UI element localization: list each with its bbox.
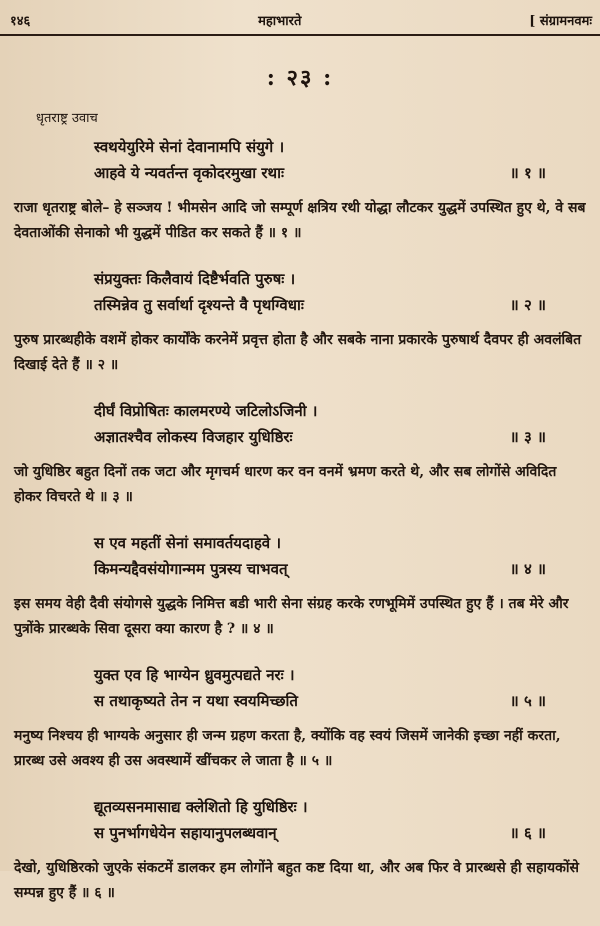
verse-number: ॥ ३ ॥ [509,428,546,446]
verse [94,794,586,846]
verse [94,530,586,582]
verse-line: संप्रयुक्तः किलैवायं दिष्टैर्भवति पुरुषः । [94,270,296,288]
verse-line: स तथाकृष्यते तेन न यथा स्वयमिच्छति [94,692,298,710]
verse-block [14,530,586,642]
verse-number: ॥ ५ ॥ [509,692,546,710]
verse-line: स एव महतीं सेनां समावर्तयदाहवे । [94,534,282,552]
verse-line: स पुनर्भागधेयेन सहायानुपलब्धवान् [94,824,277,842]
verse-line: तस्मिन्नेव तु सर्वार्था दृश्यन्ते वै पृथग्विधाः [94,296,304,314]
translation: इस समय वेही दैवी संयोगसे युद्धके निमित्त बडी भारी सेना संग्रह करके रणभूमिमें उपस्थित हुए हैं । तब मेरे और पुत्रोंके प्रारब्धके सिवा दूसरा क्या कारण है ? ॥ ४ ॥ [14,596,569,637]
translation: मनुष्य निश्चय ही भाग्यके अनुसार ही जन्म ग्रहण करता है, क्योंकि वह स्वयं जिसमें जानेकी इच्छा नहीं करता, प्रारब्ध उसे अवश्य ही उस अवस्थामें खींचकर ले जाता है ॥ ५ ॥ [14,728,561,769]
content [14,108,586,926]
verse [94,266,586,318]
verse-line: अज्ञातश्चैव लोकस्य विजहार युधिष्ठिरः [94,428,293,446]
verse-line: दीर्घं विप्रोषितः कालमरण्ये जटिलोऽजिनी । [94,402,318,420]
verse-block [14,662,586,774]
book-title: महाभारते [258,14,302,29]
translation: जो युधिष्ठिर बहुत दिनों तक जटा और मृगचर्म धारण कर वन वनमें भ्रमण करते थे, और सब लोगोंसे अविदित होकर विचरते थे ॥ ३ ॥ [14,464,557,505]
translation: पुरुष प्रारब्धहीके वशमें होकर कार्योंके करनेमें प्रवृत्त होता है और सबके नाना प्रकारके पुरुषार्थ दैवपर ही अवलंबित दिखाई देते हैं ॥ २ ॥ [14,332,582,373]
verse-line: किमन्यद्दैवसंयोगान्मम पुत्रस्य चाभवत् [94,560,288,578]
section-title: [ संग्रामनवमः [529,14,592,29]
verse [94,662,586,714]
verse-block [14,266,586,378]
verse-line: आहवे ये न्यवर्तन्त वृकोदरमुखा रथाः [94,164,285,182]
verse-line: युक्त एव हि भाग्येन ध्रुवमुत्पद्यते नरः । [94,666,295,684]
speaker-label: धृतराष्ट्र उवाच [36,111,98,126]
translation: देखो, युधिष्ठिरको जुएके संकटमें डालकर हम लोगोंने बहुत कष्ट दिया था, और अब फिर वे प्रारब्धसे ही सहायकोंसे सम्पन्न हुए हैं ॥ ६ ॥ [14,860,579,901]
translation: राजा धृतराष्ट्र बोले– हे सञ्जय ! भीमसेन आदि जो सम्पूर्ण क्षत्रिय रथी योद्धा लौटकर युद्धमें उपस्थित हुए थे, वे सब देवताओंकी सेनाको भी युद्धमें पीडित कर सकते हैं ॥ १ ॥ [14,200,586,241]
page-number: १४६ [10,14,31,29]
verse-number: ॥ ४ ॥ [509,560,546,578]
verse-block [14,794,586,906]
verse-number: ॥ २ ॥ [509,296,546,314]
verse-block [14,398,586,510]
running-header [10,6,592,34]
verse [94,398,586,450]
verse [94,134,586,186]
verse-number: ॥ ६ ॥ [509,824,546,842]
header-rule [0,34,600,36]
verse-number: ॥ १ ॥ [509,164,546,182]
verse-block [14,134,586,246]
verse-line: स्वथयेयुरिमे सेनां देवानामपि संयुगे । [94,138,285,156]
verse-line: द्यूतव्यसनमासाद्य क्लेशितो हि युधिष्ठिरः । [94,798,308,816]
chapter-number: : २३ : [266,65,334,91]
